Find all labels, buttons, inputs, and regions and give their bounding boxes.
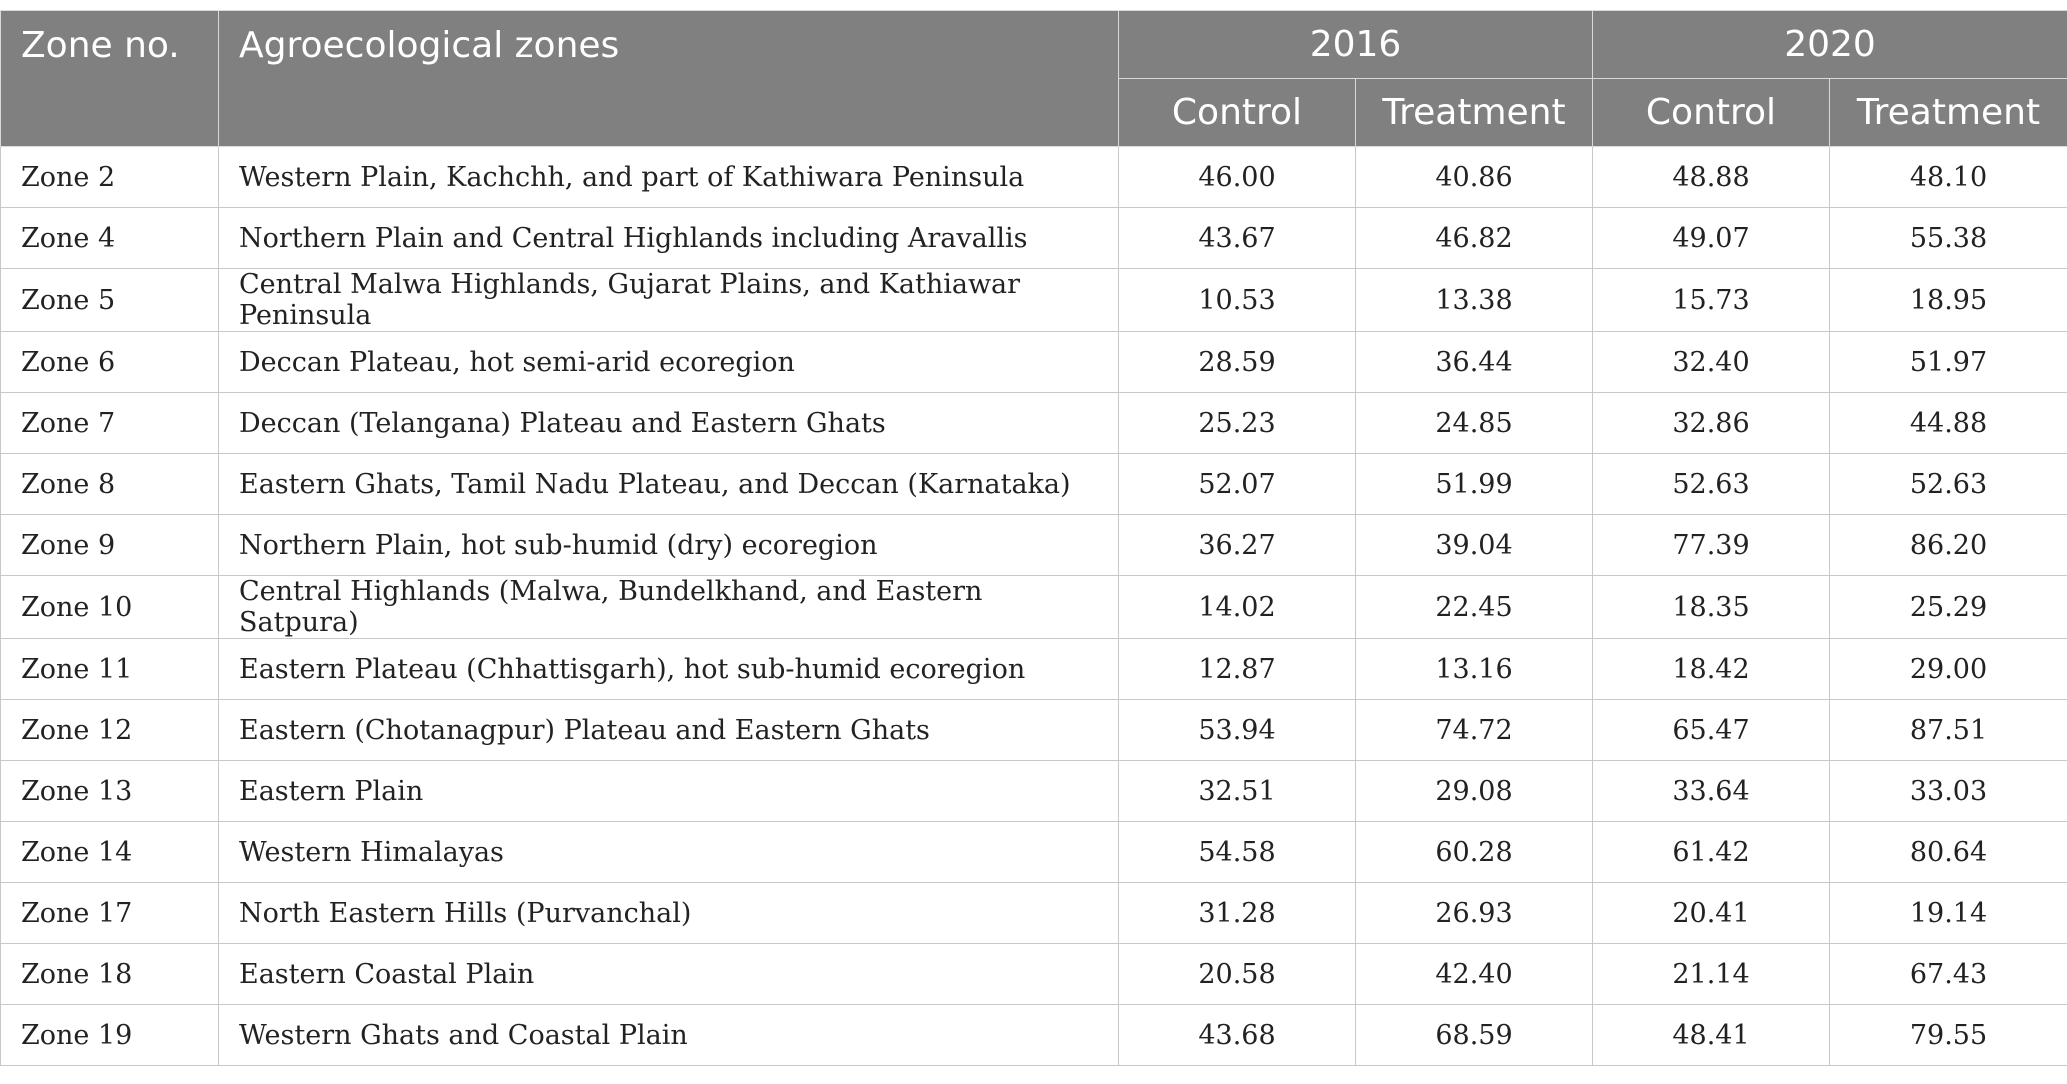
zone-cell: Zone 17 — [1, 883, 219, 944]
treatment-2020-cell: 44.88 — [1830, 393, 2067, 454]
treatment-2020-cell: 86.20 — [1830, 515, 2067, 576]
control-2020-cell: 52.63 — [1593, 454, 1830, 515]
zone-cell: Zone 6 — [1, 332, 219, 393]
treatment-2016-cell: 29.08 — [1356, 761, 1593, 822]
zone-cell: Zone 4 — [1, 208, 219, 269]
control-2016-cell: 43.68 — [1119, 1005, 1356, 1066]
control-2020-cell: 33.64 — [1593, 761, 1830, 822]
zone-name-cell: Western Ghats and Coastal Plain — [219, 1005, 1119, 1066]
zone-name-cell: Central Malwa Highlands, Gujarat Plains, and Kathiawar Peninsula — [219, 269, 1119, 332]
control-2020-cell: 18.35 — [1593, 576, 1830, 639]
zone-cell: Zone 5 — [1, 269, 219, 332]
control-2020-cell: 20.41 — [1593, 883, 1830, 944]
zone-name-cell: Eastern (Chotanagpur) Plateau and Eastern Ghats — [219, 700, 1119, 761]
treatment-2016-cell: 26.93 — [1356, 883, 1593, 944]
zone-name-cell: Northern Plain, hot sub-humid (dry) ecoregion — [219, 515, 1119, 576]
table-row — [1, 269, 2067, 332]
table-row — [1, 454, 2067, 515]
zone-cell: Zone 8 — [1, 454, 219, 515]
zone-name-cell: North Eastern Hills (Purvanchal) — [219, 883, 1119, 944]
treatment-2020-cell: 33.03 — [1830, 761, 2067, 822]
control-2020-cell: 49.07 — [1593, 208, 1830, 269]
zone-cell: Zone 10 — [1, 576, 219, 639]
zone-name-cell: Western Himalayas — [219, 822, 1119, 883]
header-2016-control: Control — [1119, 79, 1356, 147]
control-2020-cell: 61.42 — [1593, 822, 1830, 883]
table-row — [1, 822, 2067, 883]
zone-name-cell: Eastern Ghats, Tamil Nadu Plateau, and Deccan (Karnataka) — [219, 454, 1119, 515]
control-2016-cell: 36.27 — [1119, 515, 1356, 576]
table-row — [1, 147, 2067, 208]
table-row — [1, 761, 2067, 822]
control-2016-cell: 32.51 — [1119, 761, 1356, 822]
treatment-2016-cell: 36.44 — [1356, 332, 1593, 393]
zone-cell: Zone 9 — [1, 515, 219, 576]
treatment-2016-cell: 60.28 — [1356, 822, 1593, 883]
header-year-2016: 2016 — [1119, 11, 1593, 79]
table-row — [1, 639, 2067, 700]
zone-name-cell: Eastern Coastal Plain — [219, 944, 1119, 1005]
control-2016-cell: 25.23 — [1119, 393, 1356, 454]
control-2016-cell: 53.94 — [1119, 700, 1356, 761]
zone-name-cell: Eastern Plateau (Chhattisgarh), hot sub-humid ecoregion — [219, 639, 1119, 700]
table-row — [1, 944, 2067, 1005]
treatment-2020-cell: 51.97 — [1830, 332, 2067, 393]
treatment-2020-cell: 87.51 — [1830, 700, 2067, 761]
treatment-2020-cell: 48.10 — [1830, 147, 2067, 208]
treatment-2020-cell: 29.00 — [1830, 639, 2067, 700]
treatment-2016-cell: 22.45 — [1356, 576, 1593, 639]
table-row — [1, 883, 2067, 944]
control-2016-cell: 20.58 — [1119, 944, 1356, 1005]
table-header — [1, 11, 2067, 147]
table-row — [1, 332, 2067, 393]
control-2020-cell: 15.73 — [1593, 269, 1830, 332]
treatment-2020-cell: 67.43 — [1830, 944, 2067, 1005]
zone-name-cell: Western Plain, Kachchh, and part of Kathiwara Peninsula — [219, 147, 1119, 208]
zone-name-cell: Eastern Plain — [219, 761, 1119, 822]
treatment-2016-cell: 40.86 — [1356, 147, 1593, 208]
zone-cell: Zone 13 — [1, 761, 219, 822]
control-2020-cell: 18.42 — [1593, 639, 1830, 700]
control-2020-cell: 77.39 — [1593, 515, 1830, 576]
control-2020-cell: 48.41 — [1593, 1005, 1830, 1066]
treatment-2016-cell: 51.99 — [1356, 454, 1593, 515]
table-row — [1, 393, 2067, 454]
zone-cell: Zone 18 — [1, 944, 219, 1005]
control-2016-cell: 54.58 — [1119, 822, 1356, 883]
zone-cell: Zone 2 — [1, 147, 219, 208]
header-year-2020: 2020 — [1593, 11, 2067, 79]
treatment-2016-cell: 24.85 — [1356, 393, 1593, 454]
control-2020-cell: 32.40 — [1593, 332, 1830, 393]
zone-cell: Zone 12 — [1, 700, 219, 761]
zone-cell: Zone 11 — [1, 639, 219, 700]
treatment-2020-cell: 80.64 — [1830, 822, 2067, 883]
treatment-2016-cell: 46.82 — [1356, 208, 1593, 269]
treatment-2020-cell: 52.63 — [1830, 454, 2067, 515]
table-row — [1, 576, 2067, 639]
zone-cell: Zone 19 — [1, 1005, 219, 1066]
treatment-2020-cell: 25.29 — [1830, 576, 2067, 639]
treatment-2020-cell: 55.38 — [1830, 208, 2067, 269]
treatment-2020-cell: 18.95 — [1830, 269, 2067, 332]
treatment-2016-cell: 39.04 — [1356, 515, 1593, 576]
header-2020-treatment: Treatment — [1830, 79, 2067, 147]
control-2016-cell: 31.28 — [1119, 883, 1356, 944]
zone-name-cell: Central Highlands (Malwa, Bundelkhand, and Eastern Satpura) — [219, 576, 1119, 639]
header-2016-treatment: Treatment — [1356, 79, 1593, 147]
table-row — [1, 515, 2067, 576]
treatment-2016-cell: 13.38 — [1356, 269, 1593, 332]
control-2020-cell: 21.14 — [1593, 944, 1830, 1005]
control-2016-cell: 46.00 — [1119, 147, 1356, 208]
control-2020-cell: 65.47 — [1593, 700, 1830, 761]
table-row — [1, 208, 2067, 269]
control-2020-cell: 32.86 — [1593, 393, 1830, 454]
zone-name-cell: Deccan (Telangana) Plateau and Eastern Ghats — [219, 393, 1119, 454]
zone-name-cell: Northern Plain and Central Highlands including Aravallis — [219, 208, 1119, 269]
control-2016-cell: 52.07 — [1119, 454, 1356, 515]
header-row-years — [1, 11, 2067, 79]
zone-cell: Zone 7 — [1, 393, 219, 454]
table-row — [1, 700, 2067, 761]
control-2016-cell: 10.53 — [1119, 269, 1356, 332]
control-2016-cell: 28.59 — [1119, 332, 1356, 393]
control-2016-cell: 12.87 — [1119, 639, 1356, 700]
table-row — [1, 1005, 2067, 1066]
table-body — [1, 147, 2067, 1066]
treatment-2020-cell: 79.55 — [1830, 1005, 2067, 1066]
data-table — [0, 10, 2067, 1066]
zone-cell: Zone 14 — [1, 822, 219, 883]
control-2016-cell: 14.02 — [1119, 576, 1356, 639]
zone-name-cell: Deccan Plateau, hot semi-arid ecoregion — [219, 332, 1119, 393]
treatment-2016-cell: 74.72 — [1356, 700, 1593, 761]
header-zone-no: Zone no. — [1, 11, 219, 147]
treatment-2016-cell: 68.59 — [1356, 1005, 1593, 1066]
header-2020-control: Control — [1593, 79, 1830, 147]
treatment-2016-cell: 42.40 — [1356, 944, 1593, 1005]
treatment-2020-cell: 19.14 — [1830, 883, 2067, 944]
header-agroecological-zones: Agroecological zones — [219, 11, 1119, 147]
control-2020-cell: 48.88 — [1593, 147, 1830, 208]
control-2016-cell: 43.67 — [1119, 208, 1356, 269]
treatment-2016-cell: 13.16 — [1356, 639, 1593, 700]
